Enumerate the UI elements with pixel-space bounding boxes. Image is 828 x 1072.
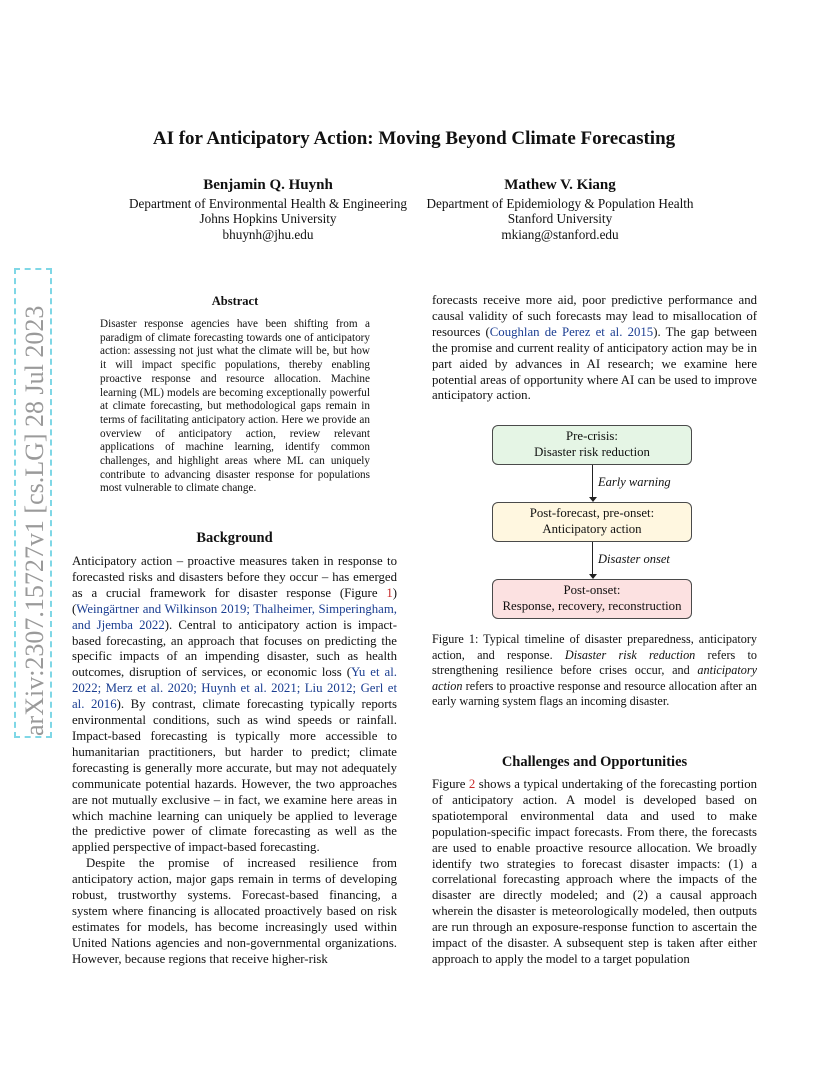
arrow-line bbox=[592, 542, 593, 576]
text-run: refers to strengthening resilience before crises occur, and bbox=[432, 647, 758, 677]
author-email: mkiang@stanford.edu bbox=[501, 226, 619, 242]
text-run: Figure bbox=[432, 777, 469, 791]
stage-box-post-forecast bbox=[492, 502, 692, 542]
arrow-line bbox=[592, 465, 593, 499]
abstract-heading: Abstract bbox=[211, 294, 259, 308]
figure-1-caption bbox=[432, 632, 757, 710]
background-body bbox=[72, 554, 397, 968]
citation-link[interactable]: Yu et al. 2022; Merz et al. 2020; Huynh et al. 2021; Liu 2012; Gerl et al. 2016 bbox=[72, 665, 397, 712]
text-run: Anticipatory action – proactive measures taken in response to forecasted risks and disasters before they occur – has emerged as a crucial framework for disaster response (Figure bbox=[72, 554, 397, 600]
text-run: shows a typical undertaking of the forecasting portion of anticipatory action. A model is developed based on spatiotemporal environmental data and used to make population-specific impact forecasts. From there, the forecasts are used to enable proactive resource allocation. We broadly identify two strategies to forecast disaster impacts: (1) a correlational forecasting approach where the impacts of the disaster are directly modeled; and (2) a causal approach wherein the disaster is meteorologically modeled, then outputs are run through an exposure-response function to ascertain the impact of the disaster. A subsequent step is taken after either approach to apply the model to a target population bbox=[432, 777, 757, 966]
text-run-italic: anticipatory action bbox=[432, 663, 757, 693]
stage-box-post-onset bbox=[492, 579, 692, 619]
text-run: ). By contrast, climate forecasting typically reports environmental conditions, such as wind speeds or rainfall. Impact-based forecasting is typically more accessible to humanitarian practitioners, but harder to predict; climate forecasting is generally more accurate, but may not adequately communicate potential hazards. However, the two approaches are not mutually exclusive – in fact, we examine here areas in which machine learning can uniquely be applied to leverage the predictive power of climate forecasting as well as the applied perspective of impact-based forecasting. bbox=[72, 697, 397, 855]
paper-title: AI for Anticipatory Action: Moving Beyond Climate Forecasting bbox=[152, 128, 676, 149]
abstract-text: Disaster response agencies have been shifting from a paradigm of climate forecasting towards one of anticipatory action: assessing not just what the climate will be, but how it will impact specific populations, thereby enabling proactive response and resource allocation. Machine learning (ML) models are becoming exceptionally powerful at climate forecasting, but methodological gaps remain in terms of facilitating anticipatory action. Here we provide an overview of anticipatory action, review relevant applications of machine learning, identify common challenges, and highlight areas where ML can uniquely contribute to advancing disaster response for populations most vulnerable to climate change. bbox=[100, 318, 370, 495]
author-name: Benjamin Q. Huynh bbox=[203, 177, 333, 193]
challenges-body bbox=[432, 777, 757, 968]
stage-subtitle: Anticipatory action bbox=[542, 522, 642, 536]
stage-title: Post-forecast, pre-onset: bbox=[529, 506, 655, 520]
author-name: Mathew V. Kiang bbox=[504, 177, 616, 193]
text-run-italic: Disaster risk reduction bbox=[564, 647, 696, 662]
arxiv-stamp: arXiv:2307.15727v1 [cs.LG] 28 Jul 2023 bbox=[14, 268, 52, 738]
background-heading: Background bbox=[196, 530, 273, 546]
author-block-2 bbox=[420, 178, 700, 242]
arrow-label-early-warning: Early warning bbox=[598, 475, 671, 489]
author-email: bhuynh@jhu.edu bbox=[222, 226, 314, 242]
text-run: Figure 1: Typical timeline of disaster preparedness, anticipatory action, and response. bbox=[432, 632, 757, 662]
challenges-heading: Challenges and Opportunities bbox=[501, 754, 688, 770]
text-run: refers to proactive response and resource allocation after an early warning system flags an incoming disaster. bbox=[432, 678, 757, 708]
citation-link[interactable]: Weingärtner and Wilkinson 2019; Thalheimer, Simperingham, and Jjemba 2022 bbox=[72, 601, 397, 632]
author-affiliation: Stanford University bbox=[507, 211, 613, 226]
stage-box-pre-crisis bbox=[492, 425, 692, 465]
background-paragraph-1 bbox=[72, 554, 397, 856]
right-column-continuation bbox=[432, 293, 757, 404]
arrow-label-disaster-onset: Disaster onset bbox=[598, 552, 670, 566]
author-block-1 bbox=[118, 178, 418, 242]
stage-title: Pre-crisis: bbox=[566, 429, 618, 443]
figure-1-timeline bbox=[432, 420, 757, 620]
figure-2-link[interactable]: 2 bbox=[468, 777, 476, 791]
text-run: forecasts receive more aid, poor predictive performance and causal validity of such forecasts may lead to misallocation of resources ( bbox=[432, 293, 757, 339]
figure-1-link[interactable]: 1 bbox=[386, 585, 393, 600]
text-run: ) ( bbox=[72, 585, 397, 616]
text-run: ). Central to anticipatory action is impact-based forecasting, an approach that focuses on predicting the specific impacts of an impending disaster, such as health outcomes, disruption of services, or economic loss ( bbox=[72, 617, 397, 680]
citation-link[interactable]: Coughlan de Perez et al. 2015 bbox=[489, 324, 654, 339]
author-department: Department of Environmental Health & Engineering bbox=[129, 195, 407, 211]
author-affiliation: Johns Hopkins University bbox=[199, 211, 337, 226]
text-run: ). The gap between the promise and current reality of anticipatory action may be in part aided by advances in AI research; we examine here potential areas of opportunity where AI can be used to improve anticipatory action. bbox=[432, 324, 757, 403]
stage-subtitle: Disaster risk reduction bbox=[534, 445, 650, 459]
author-department: Department of Epidemiology & Population Health bbox=[426, 195, 694, 211]
stage-subtitle: Response, recovery, reconstruction bbox=[502, 599, 682, 613]
stage-title: Post-onset: bbox=[563, 583, 621, 597]
background-paragraph-2: Despite the promise of increased resilience from anticipatory action, major gaps remain in terms of developing robust, trustworthy systems. Forecast-based financing, a system where financing is allocated proactively based on risk estimates for models, has become increasingly used within United Nations agencies and non-governmental organizations. However, because regions that receive higher-risk bbox=[72, 856, 397, 966]
